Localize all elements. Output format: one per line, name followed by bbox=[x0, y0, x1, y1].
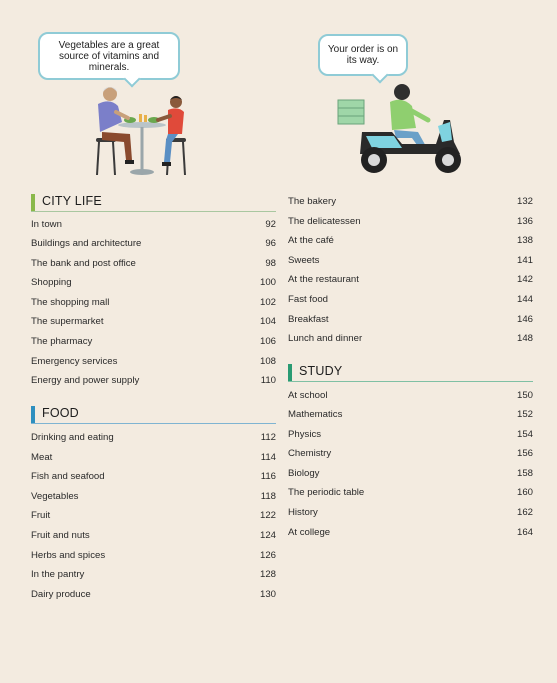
toc-entry[interactable] bbox=[31, 312, 276, 332]
toc-entry-page-number: 104 bbox=[259, 316, 276, 328]
toc-entry-label: At the restaurant bbox=[288, 274, 359, 286]
toc-entry[interactable] bbox=[288, 290, 533, 310]
toc-entry[interactable] bbox=[288, 444, 533, 464]
toc-entry-label: Biology bbox=[288, 467, 320, 479]
toc-entry-page-number: 164 bbox=[516, 526, 533, 538]
toc-entry[interactable] bbox=[31, 293, 276, 313]
city-life-list bbox=[31, 215, 276, 391]
food-continued-list bbox=[288, 192, 533, 349]
toc-entry-page-number: 144 bbox=[516, 293, 533, 305]
toc-entry-page-number: 100 bbox=[259, 277, 276, 289]
bubble-text-order: Your order is on its way. bbox=[327, 44, 399, 66]
toc-entry-label: Fruit bbox=[31, 510, 51, 522]
toc-entry[interactable] bbox=[31, 371, 276, 391]
toc-entry-label: Chemistry bbox=[288, 448, 332, 460]
toc-entry[interactable] bbox=[288, 405, 533, 425]
toc-entry-page-number: 160 bbox=[516, 487, 533, 499]
toc-entry[interactable] bbox=[288, 503, 533, 523]
toc-entry-label: Breakfast bbox=[288, 313, 329, 325]
toc-entry-label: Lunch and dinner bbox=[288, 333, 363, 345]
toc-entry[interactable] bbox=[288, 386, 533, 406]
speech-bubble-vegetables bbox=[38, 32, 180, 80]
toc-entry-page-number: 162 bbox=[516, 507, 533, 519]
toc-entry-label: Fast food bbox=[288, 293, 328, 305]
toc-entry-page-number: 112 bbox=[260, 432, 276, 443]
toc-entry-label: The periodic table bbox=[288, 487, 365, 499]
toc-entry-page-number: 136 bbox=[516, 215, 533, 227]
toc-entry[interactable] bbox=[288, 464, 533, 484]
section-color-bar bbox=[31, 406, 35, 423]
toc-entry-page-number: 92 bbox=[265, 218, 276, 230]
toc-entry-label: Fruit and nuts bbox=[31, 529, 90, 541]
delivery-scooter-illustration bbox=[332, 80, 470, 178]
toc-entry-page-number: 130 bbox=[259, 588, 276, 600]
toc-entry-page-number: 154 bbox=[516, 428, 533, 440]
toc-entry[interactable] bbox=[288, 425, 533, 445]
section-heading-city-life bbox=[31, 194, 276, 212]
toc-entry-label: Energy and power supply bbox=[31, 375, 140, 387]
toc-entry[interactable] bbox=[31, 487, 276, 507]
toc-entry[interactable] bbox=[31, 448, 276, 468]
toc-entry-label: Dairy produce bbox=[31, 588, 91, 600]
toc-entry-page-number: 118 bbox=[260, 490, 276, 502]
toc-entry-page-number: 98 bbox=[265, 257, 276, 269]
toc-entry-page-number: 96 bbox=[265, 238, 276, 250]
toc-entry-page-number: 148 bbox=[516, 333, 533, 345]
toc-entry-label: At college bbox=[288, 526, 331, 538]
toc-entry[interactable] bbox=[31, 352, 276, 372]
toc-entry[interactable] bbox=[31, 526, 276, 546]
toc-entry[interactable] bbox=[288, 231, 533, 251]
toc-entry-page-number: 156 bbox=[516, 448, 533, 460]
toc-entry[interactable] bbox=[31, 467, 276, 487]
toc-entry-label: Sweets bbox=[288, 254, 320, 266]
toc-entry[interactable] bbox=[31, 546, 276, 566]
toc-entry-label: The shopping mall bbox=[31, 296, 110, 308]
section-title: CITY LIFE bbox=[42, 194, 102, 208]
toc-entry-page-number: 142 bbox=[516, 274, 533, 286]
toc-entry[interactable] bbox=[31, 254, 276, 274]
toc-entry-page-number: 106 bbox=[259, 336, 276, 348]
section-heading-study bbox=[288, 364, 533, 382]
toc-entry-page-number: 124 bbox=[259, 529, 276, 541]
study-list bbox=[288, 386, 533, 543]
toc-entry-label: Emergency services bbox=[31, 355, 118, 367]
toc-entry-page-number: 141 bbox=[516, 254, 533, 266]
toc-entry-label: The bakery bbox=[288, 196, 336, 207]
toc-entry-label: Vegetables bbox=[31, 490, 79, 502]
toc-entry[interactable] bbox=[31, 234, 276, 254]
toc-entry-page-number: 122 bbox=[259, 510, 276, 522]
toc-entry-page-number: 150 bbox=[516, 389, 533, 401]
toc-entry-page-number: 152 bbox=[516, 409, 533, 421]
toc-entry[interactable] bbox=[31, 332, 276, 352]
toc-entry[interactable] bbox=[288, 251, 533, 271]
toc-entry-label: Shopping bbox=[31, 277, 72, 289]
food-list bbox=[31, 428, 276, 604]
toc-entry-page-number: 110 bbox=[260, 375, 276, 387]
toc-entry-label: History bbox=[288, 507, 318, 519]
toc-entry-page-number: 126 bbox=[259, 549, 276, 561]
toc-entry[interactable] bbox=[288, 329, 533, 349]
toc-entry-label: At the café bbox=[288, 235, 334, 247]
toc-entry[interactable] bbox=[31, 428, 276, 448]
toc-entry-label: The bank and post office bbox=[31, 257, 136, 269]
toc-entry-page-number: 146 bbox=[516, 313, 533, 325]
toc-entry-label: At school bbox=[288, 389, 328, 401]
toc-entry-page-number: 138 bbox=[516, 235, 533, 247]
section-heading-food bbox=[31, 406, 276, 424]
toc-entry[interactable] bbox=[288, 310, 533, 330]
toc-entry[interactable] bbox=[31, 585, 276, 605]
toc-entry-label: The supermarket bbox=[31, 316, 104, 328]
toc-entry[interactable] bbox=[288, 483, 533, 503]
toc-entry-label: Drinking and eating bbox=[31, 432, 114, 443]
toc-entry-label: Herbs and spices bbox=[31, 549, 106, 561]
toc-entry-page-number: 132 bbox=[516, 196, 533, 207]
bubble-text-vegetables: Vegetables are a great source of vitamins and minerals. bbox=[58, 39, 160, 73]
toc-entry[interactable] bbox=[31, 506, 276, 526]
toc-entry[interactable] bbox=[288, 523, 533, 543]
toc-entry-label: The delicatessen bbox=[288, 215, 361, 227]
toc-entry-page-number: 116 bbox=[260, 471, 276, 483]
toc-entry-label: Fish and seafood bbox=[31, 471, 105, 483]
section-color-bar bbox=[31, 194, 35, 211]
toc-entry-label: In town bbox=[31, 218, 62, 230]
toc-entry[interactable] bbox=[288, 212, 533, 232]
toc-entry-label: Meat bbox=[31, 451, 53, 463]
eating-at-table-illustration bbox=[86, 82, 196, 178]
toc-entry-page-number: 114 bbox=[260, 451, 276, 463]
toc-entry-page-number: 108 bbox=[259, 355, 276, 367]
toc-entry[interactable] bbox=[31, 215, 276, 235]
toc-entry-page-number: 128 bbox=[259, 569, 276, 581]
toc-entry[interactable] bbox=[31, 565, 276, 585]
toc-entry[interactable] bbox=[288, 270, 533, 290]
toc-entry-label: The pharmacy bbox=[31, 336, 93, 348]
toc-entry-label: Buildings and architecture bbox=[31, 238, 142, 250]
toc-entry-page-number: 102 bbox=[259, 296, 276, 308]
toc-entry[interactable] bbox=[31, 273, 276, 293]
toc-entry-label: Physics bbox=[288, 428, 322, 440]
section-title: STUDY bbox=[299, 364, 343, 378]
toc-entry-page-number: 158 bbox=[516, 467, 533, 479]
toc-entry-label: In the pantry bbox=[31, 569, 85, 581]
section-color-bar bbox=[288, 364, 292, 381]
section-title: FOOD bbox=[42, 406, 79, 420]
toc-entry-label: Mathematics bbox=[288, 409, 343, 421]
speech-bubble-order bbox=[318, 34, 408, 76]
toc-entry[interactable] bbox=[288, 192, 533, 212]
